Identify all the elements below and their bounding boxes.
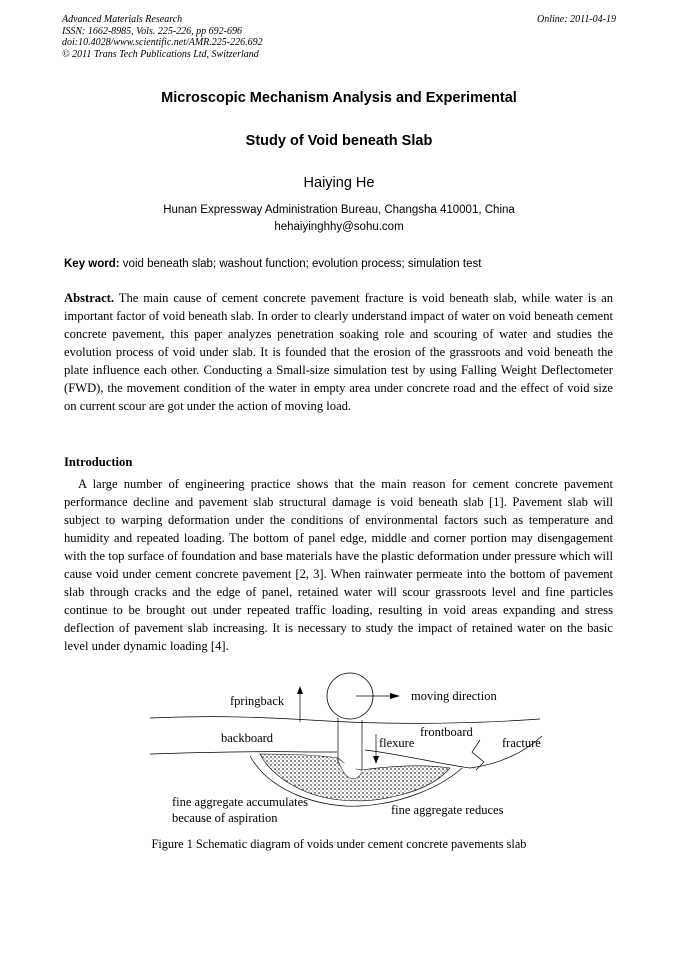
paper-title-line-2: Study of Void beneath Slab xyxy=(245,133,433,149)
author-name: Haiying He xyxy=(303,175,375,191)
label-flexure: flexure xyxy=(379,736,415,750)
abstract-label: Abstract. xyxy=(64,291,115,305)
label-moving-direction: moving direction xyxy=(411,689,497,703)
label-accumulates-line-1: fine aggregate accumulates xyxy=(172,795,309,809)
label-fracture: fracture xyxy=(502,736,541,750)
fracture-crack xyxy=(472,740,484,770)
author-affiliation: Hunan Expressway Administration Bureau, Changsha 410001, China xyxy=(163,204,515,216)
introduction-heading: Introduction xyxy=(64,455,133,469)
keywords-text: void beneath slab; washout function; evolution process; simulation test xyxy=(122,258,482,270)
keywords-label: Key word: xyxy=(64,258,120,270)
author-email: hehaiyinghhy@sohu.com xyxy=(274,221,404,233)
introduction-paragraph: A large number of engineering practice shows that the main reason for cement concrete pavement performance decline and pavement slab structural damage is void beneath slab [1]. Pavement slab will subject to warping deformation under the conditions of environmental factors such as temperature and humidity and repeated loading. The bottom of panel edge, middle and corner portion may disengagement with the top surface of foundation and base materials have the plastic deformation under pressure which will cause void under cement concrete pavement [2, 3]. When rainwater permeate into the bottom of pavement slab through cracks and the edge of panel, retained water will scour grassroots level and fine particles continue to be brought out under repeated traffic loading, resulting in void areas expanding and stress deflection of pavement slab increasing. It is necessary to study the impact of retained water on the basic level under dynamic loading [4]. xyxy=(64,477,613,653)
label-backboard: backboard xyxy=(221,731,274,745)
issn-line: ISSN: 1662-8985, Vols. 225-226, pp 692-696 xyxy=(62,25,242,37)
flexure-arrowhead xyxy=(373,756,379,764)
label-springback: fpringback xyxy=(230,694,285,708)
copyright-line: © 2011 Trans Tech Publications Ltd, Switzerland xyxy=(62,48,259,60)
moving-direction-arrowhead xyxy=(390,693,400,699)
figure-1 xyxy=(150,672,550,832)
label-frontboard: frontboard xyxy=(420,725,473,739)
paper-title-line-1: Microscopic Mechanism Analysis and Experimental xyxy=(161,90,517,106)
backboard-bottom-line xyxy=(150,752,337,754)
figure-1-caption: Figure 1 Schematic diagram of voids under cement concrete pavements slab xyxy=(151,837,527,851)
online-date: Online: 2011-04-19 xyxy=(537,14,616,25)
springback-arrowhead xyxy=(297,686,303,694)
journal-name: Advanced Materials Research xyxy=(62,14,183,25)
doi-line: doi:10.4028/www.scientific.net/AMR.225-226.692 xyxy=(62,37,263,48)
keywords xyxy=(64,258,481,270)
frontboard-bottom-line xyxy=(365,750,470,768)
abstract xyxy=(64,290,613,416)
label-reduces: fine aggregate reduces xyxy=(391,803,504,817)
label-accumulates-line-2: because of aspiration xyxy=(172,811,278,825)
abstract-text: The main cause of cement concrete pavement fracture is void beneath slab, while water is an important factor of void beneath slab. In order to clearly understand impact of water on void beneath cement concrete pavement, this paper analyzes penetration soaking role and scouring of water and studies the evolution process of void under slab. It is founded that the erosion of the grassroots and void beneath the plate influence each other. Conducting a Small-size simulation test by using Falling Weight Deflectometer (FWD), the movement condition of the water in empty area under concrete road and the effect of void size on current scour are got under the action of moving load. xyxy=(64,291,614,413)
journal-header xyxy=(62,14,616,60)
